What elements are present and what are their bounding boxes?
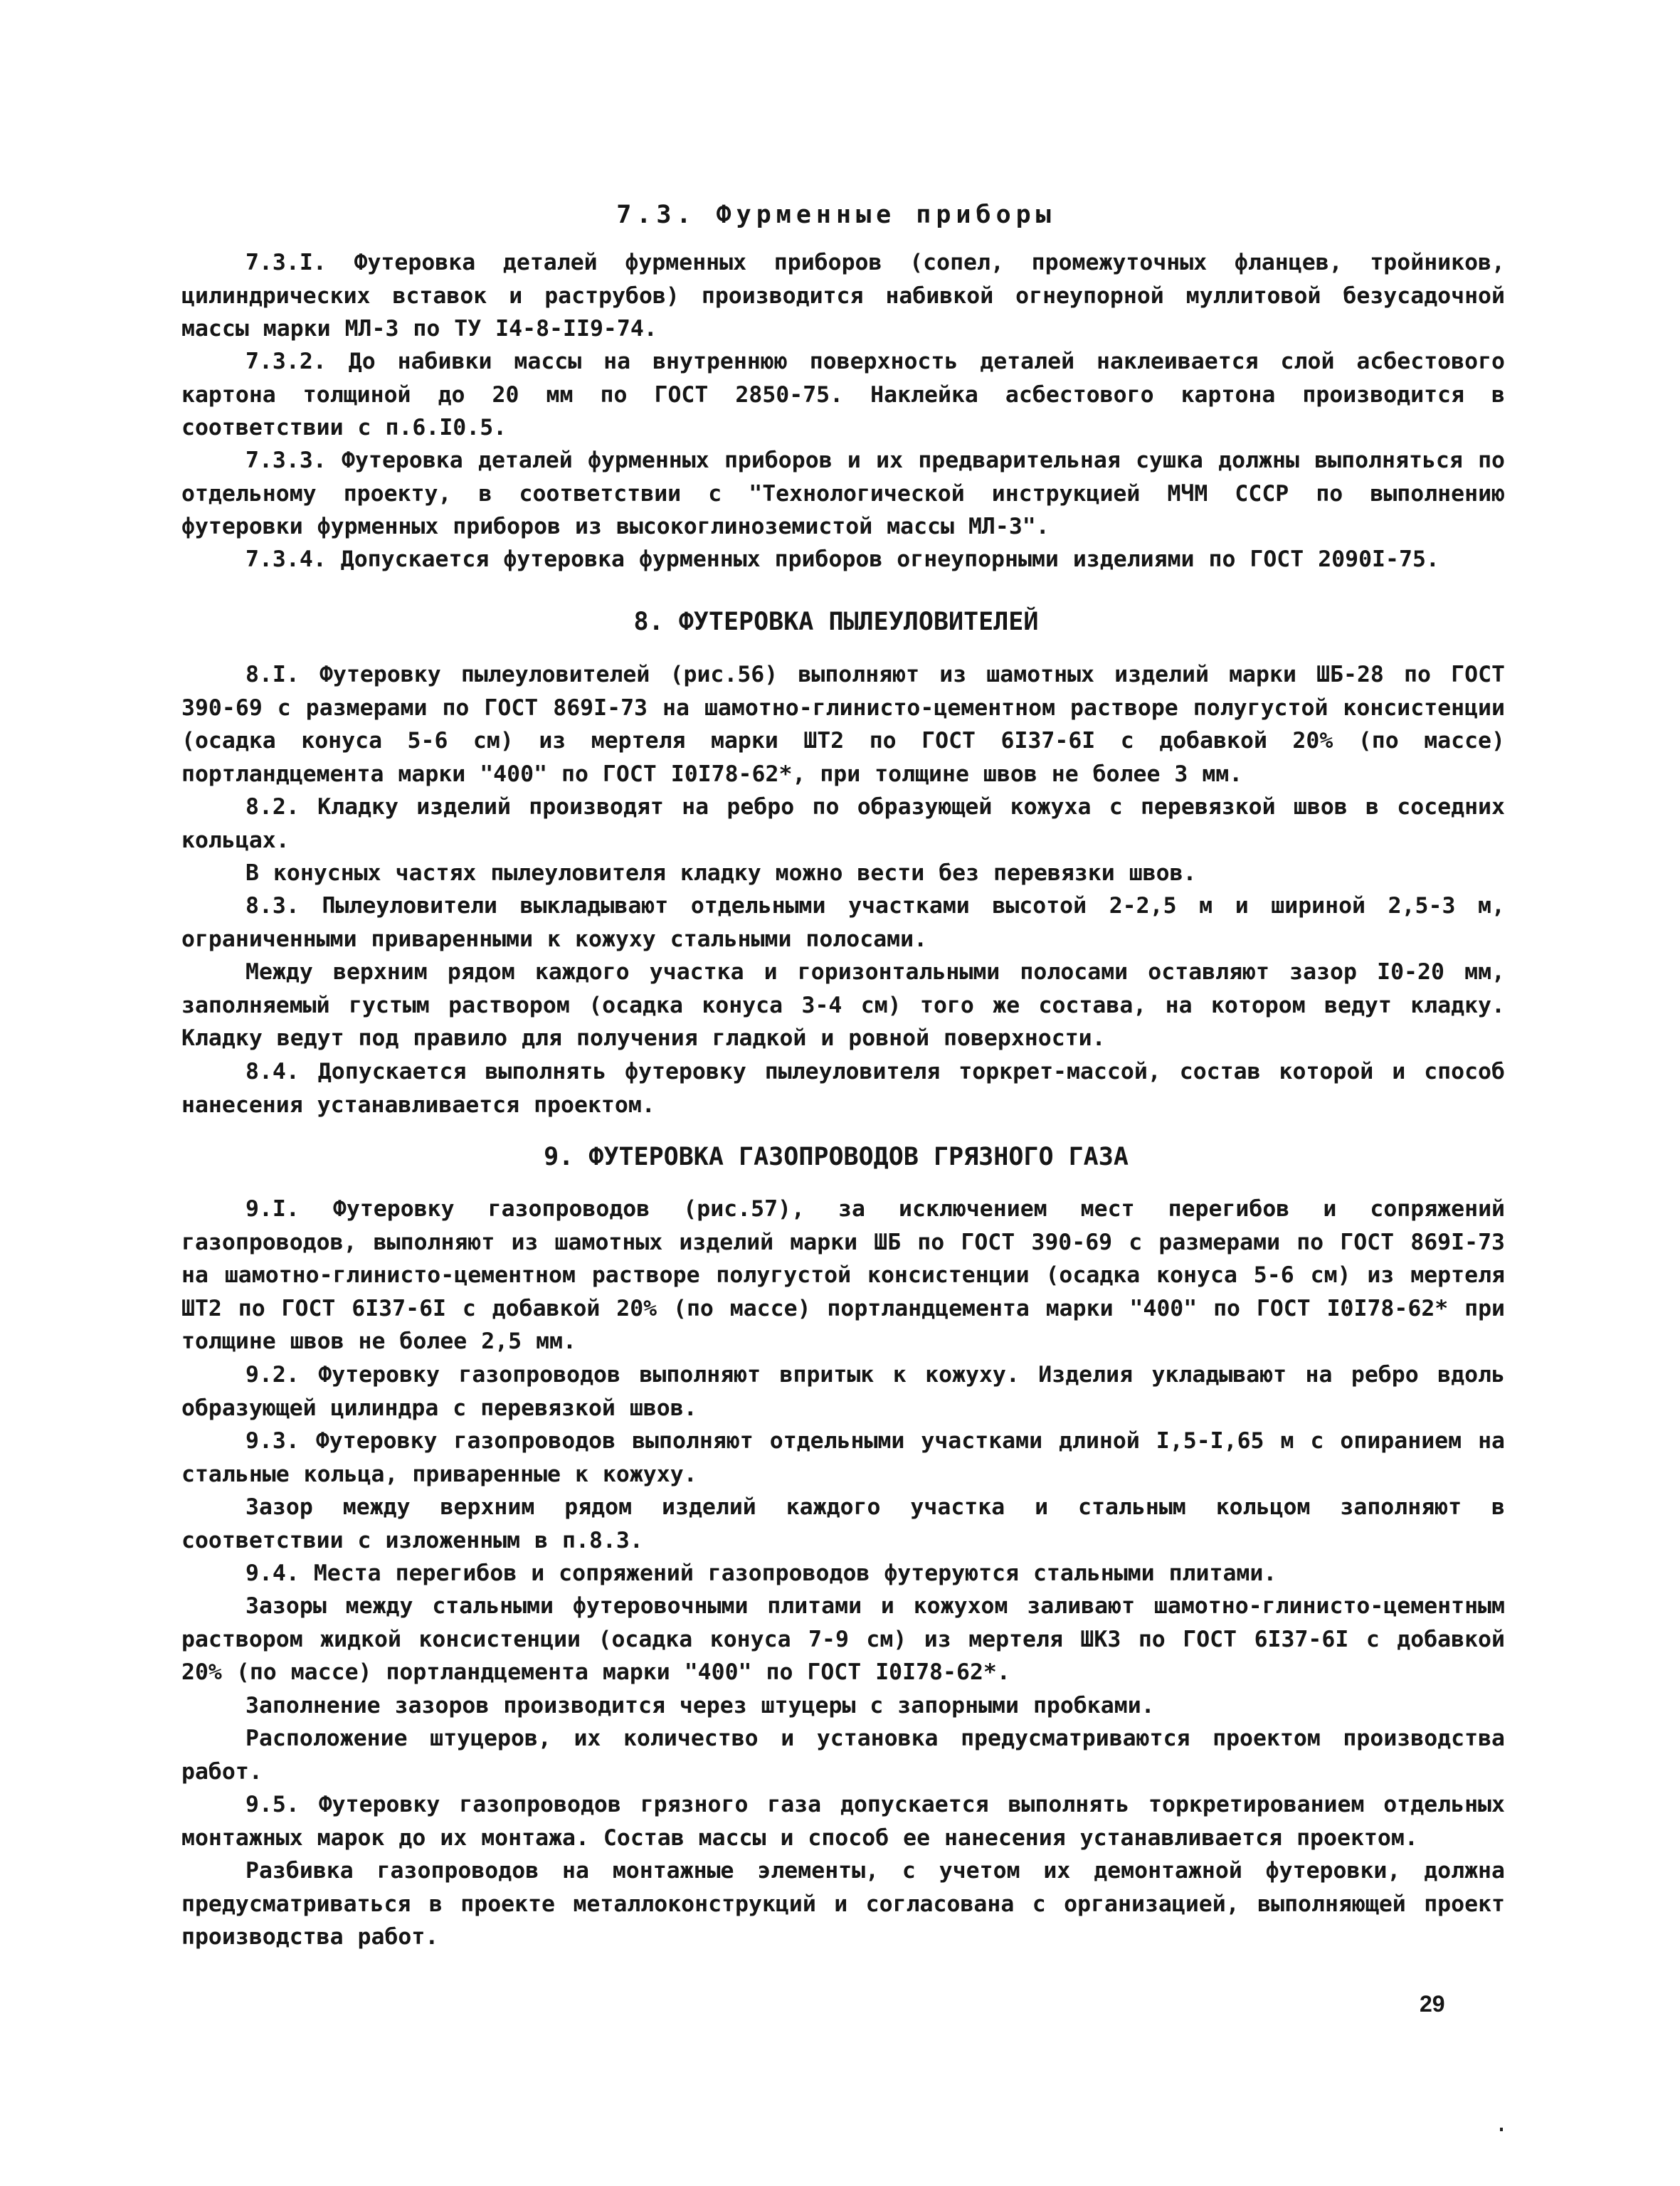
paragraph-8-2: 8.2. Кладку изделий производят на ребро по образующей кожуха с перевязкой швов в соседних кольцах.	[181, 794, 1505, 853]
paragraph-9-4-fittings: Расположение штуцеров, их количество и установка предусматриваются проектом производства работ.	[181, 1726, 1505, 1785]
paragraph-9-4-note: Зазоры между стальными футеровочными плитами и кожухом заливают шамотно-глинисто-цементным раствором жидкой консистенции (осадка конуса 7-9 см) из мертеля ШК3 по ГОСТ 6I37-6I с добавкой 20% (по массе) портландцемента марки "400" по ГОСТ I0I78-62*.	[181, 1593, 1505, 1685]
paragraph-7-3-4: 7.3.4. Допускается футеровка фурменных приборов огнеупорными изделиями по ГОСТ 2090I-75.	[245, 546, 1439, 572]
paragraph-7-3-3: 7.3.3. Футеровка деталей фурменных приборов и их предварительная сушка должны выполняться по отдельному проекту, в соответствии с "Технологической инструкцией МЧМ СССР по выполнению футеровки фурменных приборов из высокоглиноземистой массы МЛ-3".	[181, 448, 1505, 539]
paragraph-9-3: 9.3. Футеровку газопроводов выполняют отдельными участками длиной I,5-I,65 м с опиранием на стальные кольца, приваренные к кожуху.	[181, 1428, 1505, 1487]
section-heading-7-3: 7.3. Фурменные приборы	[616, 201, 1056, 229]
paragraph-9-5-note: Разбивка газопроводов на монтажные элементы, с учетом их демонтажной футеровки, должна предусматриваться в проекте металлоконструкций и согласована с организацией, выполняющей проект производства работ.	[181, 1858, 1505, 1950]
scan-speck	[1500, 2128, 1503, 2131]
paragraph-7-3-2: 7.3.2. До набивки массы на внутреннюю поверхность деталей наклеивается слой асбестового картона толщиной до 20 мм по ГОСТ 2850-75. Наклейка асбестового картона производится в соответствии с п.6.I0.5.	[181, 349, 1505, 440]
paragraph-9-4: 9.4. Места перегибов и сопряжений газопроводов футеруются стальными плитами.	[245, 1561, 1277, 1586]
section-heading-8: 8. ФУТЕРОВКА ПЫЛЕУЛОВИТЕЛЕЙ	[633, 608, 1039, 636]
page-number: 29	[1420, 1991, 1445, 2017]
paragraph-8-3-note: Между верхним рядом каждого участка и горизонтальными полосами оставляют зазор I0-20 мм, заполняемый густым раствором (осадка конуса 3-4 см) того же состава, на котором ведут кладку. Кладку ведут под правило для получения гладкой и ровной поверхности.	[181, 959, 1505, 1051]
paragraph-9-1: 9.I. Футеровку газопроводов (рис.57), за исключением мест перегибов и сопряжений газопроводов, выполняют из шамотных изделий марки ШБ по ГОСТ 390-69 с размерами по ГОСТ 869I-73 на шамотно-глинисто-цементном растворе полугустой консистенции (осадка конуса 5-6 см) из мертеля ШТ2 по ГОСТ 6I37-6I с добавкой 20% (по массе) портландцемента марки "400" по ГОСТ I0I78-62* при толщине швов не более 2,5 мм.	[181, 1196, 1505, 1354]
paragraph-8-2-note: В конусных частях пылеуловителя кладку можно вести без перевязки швов.	[245, 860, 1197, 886]
section-heading-9: 9. ФУТЕРОВКА ГАЗОПРОВОДОВ ГРЯЗНОГО ГАЗА	[544, 1143, 1129, 1171]
paragraph-9-4-filling: Заполнение зазоров производится через штуцеры с запорными пробками.	[245, 1693, 1155, 1718]
paragraph-9-2: 9.2. Футеровку газопроводов выполняют впритык к кожуху. Изделия укладывают на ребро вдоль образующей цилиндра с перевязкой швов.	[181, 1362, 1505, 1421]
paragraph-9-5: 9.5. Футеровку газопроводов грязного газа допускается выполнять торкретированием отдельных монтажных марок до их монтажа. Состав массы и способ ее нанесения устанавливается проектом.	[181, 1792, 1505, 1851]
paragraph-9-3-note: Зазор между верхним рядом изделий каждого участка и стальным кольцом заполняют в соответствии с изложенным в п.8.3.	[181, 1494, 1505, 1553]
paragraph-8-4: 8.4. Допускается выполнять футеровку пылеуловителя торкрет-массой, состав которой и способ нанесения устанавливается проектом.	[181, 1059, 1505, 1118]
paragraph-7-3-1: 7.3.I. Футеровка деталей фурменных приборов (сопел, промежуточных фланцев, тройников, цилиндрических вставок и раструбов) производится набивкой огнеупорной муллитовой безусадочной массы марки МЛ-3 по ТУ I4-8-II9-74.	[181, 250, 1505, 342]
paragraph-8-3: 8.3. Пылеуловители выкладывают отдельными участками высотой 2-2,5 м и шириной 2,5-3 м, ограниченными приваренными к кожуху стальными полосами.	[181, 893, 1505, 952]
paragraph-8-1: 8.I. Футеровку пылеуловителей (рис.56) выполняют из шамотных изделий марки ШБ-28 по ГОСТ 390-69 с размерами по ГОСТ 869I-73 на шамотно-глинисто-цементном растворе полугустой консистенции (осадка конуса 5-6 см) из мертеля марки ШТ2 по ГОСТ 6I37-6I с добавкой 20% (по массе) портландцемента марки "400" по ГОСТ I0I78-62*, при толщине швов не более 3 мм.	[181, 662, 1505, 787]
